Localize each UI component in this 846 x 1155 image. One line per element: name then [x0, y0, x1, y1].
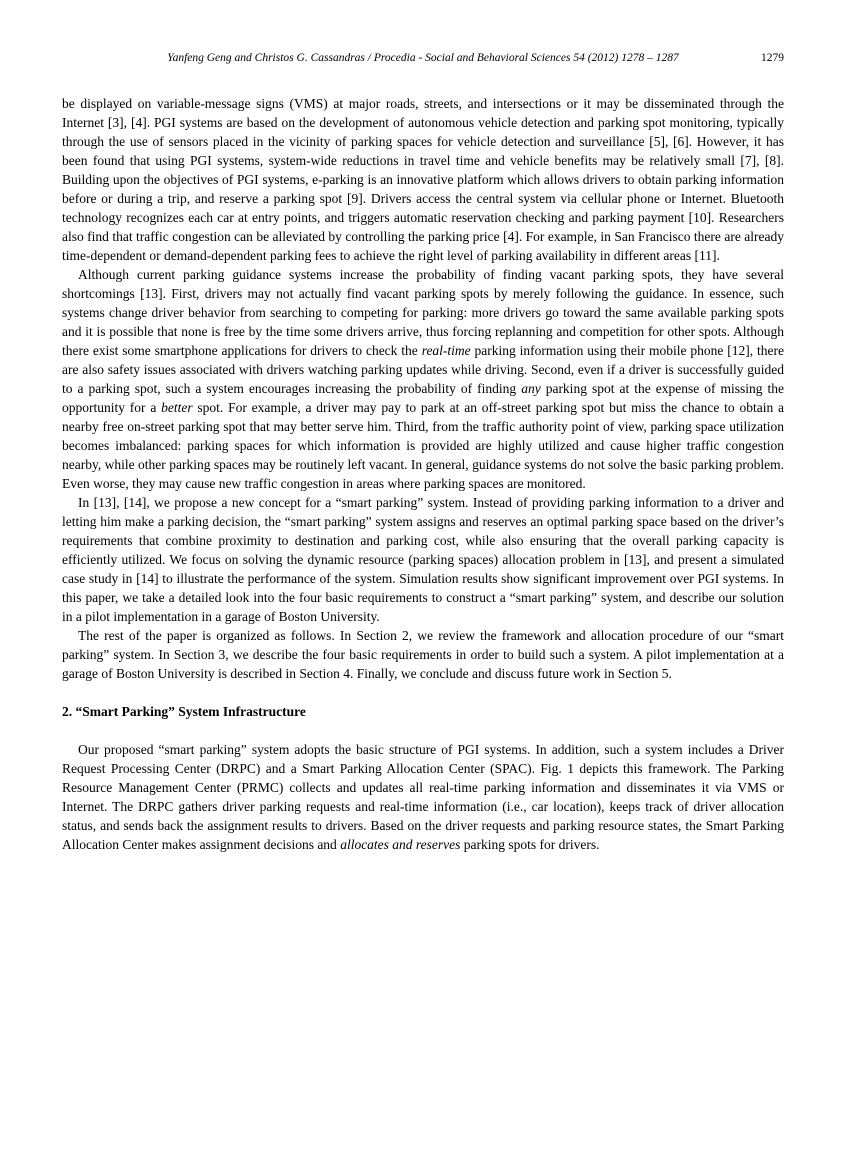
text-run: parking information using their mobile phone [12], there are also safety issues associated with drivers watching parking updates while driving. Second, even if a driver is successfully guided to a parking spot, such a system encourages increasing the probability of finding	[62, 343, 785, 396]
text-run-italic: real-time	[421, 343, 471, 358]
paragraph	[62, 94, 784, 265]
page-number: 1279	[761, 52, 784, 64]
text-run-italic: allocates and reserves	[340, 837, 461, 852]
text-run: parking spot at the expense of missing the opportunity for a	[62, 381, 784, 415]
text-run: be displayed on variable-message signs (VMS) at major roads, streets, and intersections or it may be disseminated through the Internet [3], [4]. PGI systems are based on the development of autonomous vehicle detection and parking spot monitoring, typically through the use of sensors placed in the vicinity of parking spaces for vehicle detection and surveillance [5], [6]. However, it has been found that using PGI systems, system-wide reductions in travel time and vehicle benefits may be relatively small [7], [8]. Building upon the objectives of PGI systems, e-parking is an innovative platform which allows drivers to obtain parking information before or during a trip, and reserve a parking spot [9]. Drivers access the central system via cellular phone or Internet. Bluetooth technology recognizes each car at entry points, and triggers automatic reservation checking and parking payment [10]. Researchers also find that traffic congestion can be alleviated by controlling the parking price [4]. For example, in San Francisco there are already time-dependent or demand-dependent parking fees to achieve the right level of parking availability in different areas [11].	[62, 96, 784, 263]
text-run-italic: better	[161, 400, 193, 415]
paragraph	[62, 626, 784, 683]
running-header	[62, 52, 784, 70]
text-run: spot. For example, a driver may pay to park at an off-street parking spot but miss the chance to obtain a nearby free on-street parking spot that may better serve him. Third, from the traffic authority point of view, parking space utilization becomes imbalanced: parking spaces for which information is provided are highly utilized and cause higher traffic congestion nearby, while other parking spaces may be routinely left vacant. In general, guidance systems do not solve the basic parking problem. Even worse, they may cause new traffic congestion in areas where parking spaces are monitored.	[62, 400, 784, 491]
text-run: parking spots for drivers.	[460, 837, 600, 852]
text-run-italic: any	[521, 381, 541, 396]
text-run: The rest of the paper is organized as follows. In Section 2, we review the framework and allocation procedure of our “smart parking” system. In Section 3, we describe the four basic requirements in order to build such a system. A pilot implementation at a garage of Boston University is described in Section 4. Finally, we conclude and discuss future work in Section 5.	[62, 628, 784, 681]
running-head-citation: Yanfeng Geng and Christos G. Cassandras / Procedia - Social and Behavioral Sciences 54 (2012) 1278 – 1287	[167, 52, 679, 64]
text-run: Although current parking guidance systems increase the probability of finding vacant parking spots, they have several shortcomings [13]. First, drivers may not actually find vacant parking spots by merely following the guidance. In essence, such systems change driver behavior from searching to competing for parking: more drivers go toward the same available parking spots and it is possible that none is free by the time some drivers arrive, thus forcing replanning and competition for other spots. Although there exist some smartphone applications for drivers to check the	[62, 267, 784, 358]
paragraph	[62, 740, 784, 854]
paragraph	[62, 493, 784, 626]
paragraph	[62, 265, 784, 493]
text-run: Our proposed “smart parking” system adopts the basic structure of PGI systems. In addition, such a system includes a Driver Request Processing Center (DRPC) and a Smart Parking Allocation Center (SPAC). Fig. 1 depicts this framework. The Parking Resource Management Center (PRMC) collects and updates all real-time parking information and disseminates it via VMS or Internet. The DRPC gathers driver parking requests and real-time information (i.e., car location), keeps track of driver allocation status, and sends back the assignment results to drivers. Based on the driver requests and parking resource states, the Smart Parking Allocation Center makes assignment decisions and	[62, 742, 784, 852]
section-heading: 2. “Smart Parking” System Infrastructure	[62, 704, 306, 719]
article-body	[62, 94, 784, 854]
text-run: In [13], [14], we propose a new concept for a “smart parking” system. Instead of providing parking information to a driver and letting him make a parking decision, the “smart parking” system assigns and reserves an optimal parking space based on the driver’s requirements that combine proximity to destination and parking cost, while also ensuring that the overall parking capacity is efficiently utilized. We focus on solving the dynamic resource (parking spaces) allocation problem in [13], and present a simulated case study in [14] to illustrate the performance of the system. Simulation results show significant improvement over PGI systems. In this paper, we take a detailed look into the four basic requirements to construct a “smart parking” system, and describe our solution in a pilot implementation in a garage of Boston University.	[62, 495, 784, 624]
